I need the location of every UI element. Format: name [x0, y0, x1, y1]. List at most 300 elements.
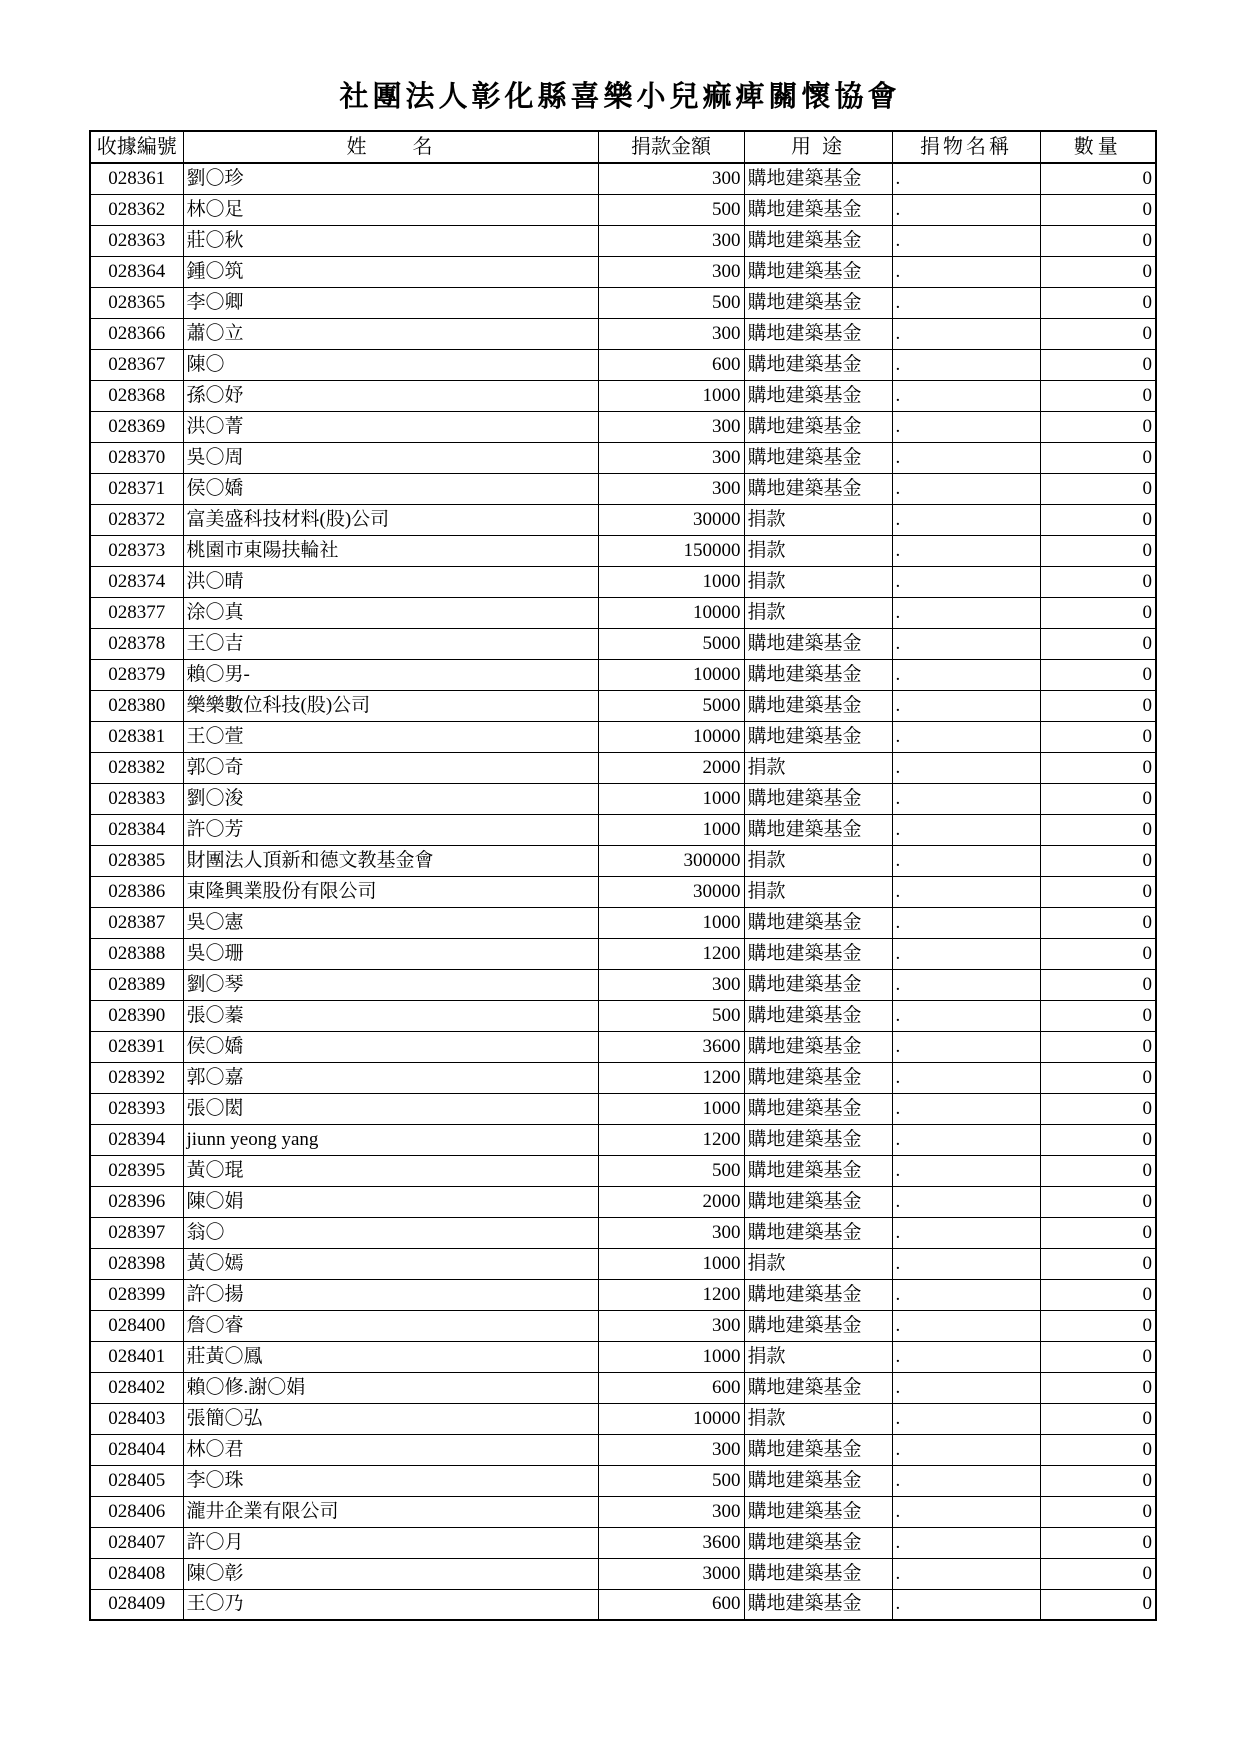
- receipt-no-cell: 028399: [90, 1279, 183, 1310]
- receipt-no-cell: 028364: [90, 256, 183, 287]
- receipt-no-cell: 028373: [90, 535, 183, 566]
- quantity-cell: 0: [1040, 1155, 1156, 1186]
- receipt-no-cell: 028404: [90, 1434, 183, 1465]
- table-row: [90, 814, 1156, 845]
- table-row: [90, 194, 1156, 225]
- amount-cell: 300: [598, 442, 744, 473]
- purpose-cell: 捐款: [744, 597, 892, 628]
- amount-cell: 600: [598, 1372, 744, 1403]
- receipt-no-cell: 028383: [90, 783, 183, 814]
- item-name-cell: .: [892, 225, 1040, 256]
- quantity-cell: 0: [1040, 969, 1156, 1000]
- item-name-cell: .: [892, 1062, 1040, 1093]
- donor-name-cell: 吳〇周: [183, 442, 598, 473]
- donor-name-cell: 李〇卿: [183, 287, 598, 318]
- receipt-no-cell: 028368: [90, 380, 183, 411]
- table-row: [90, 659, 1156, 690]
- receipt-no-cell: 028367: [90, 349, 183, 380]
- quantity-cell: 0: [1040, 225, 1156, 256]
- table-row: [90, 969, 1156, 1000]
- amount-cell: 300: [598, 1434, 744, 1465]
- donor-name-cell: 許〇月: [183, 1527, 598, 1558]
- purpose-cell: 購地建築基金: [744, 1217, 892, 1248]
- amount-cell: 1000: [598, 1093, 744, 1124]
- purpose-cell: 購地建築基金: [744, 473, 892, 504]
- receipt-no-cell: 028381: [90, 721, 183, 752]
- item-name-cell: .: [892, 659, 1040, 690]
- donor-name-cell: 侯〇嬌: [183, 1031, 598, 1062]
- table-row: [90, 907, 1156, 938]
- donor-name-cell: 吳〇憲: [183, 907, 598, 938]
- receipt-no-cell: 028365: [90, 287, 183, 318]
- quantity-cell: 0: [1040, 535, 1156, 566]
- purpose-cell: 購地建築基金: [744, 349, 892, 380]
- purpose-cell: 購地建築基金: [744, 690, 892, 721]
- donor-name-cell: 黃〇琨: [183, 1155, 598, 1186]
- table-row: [90, 1279, 1156, 1310]
- quantity-cell: 0: [1040, 256, 1156, 287]
- table-row: [90, 721, 1156, 752]
- purpose-cell: 購地建築基金: [744, 907, 892, 938]
- quantity-cell: 0: [1040, 1558, 1156, 1589]
- table-row: [90, 876, 1156, 907]
- purpose-cell: 捐款: [744, 845, 892, 876]
- item-name-cell: .: [892, 628, 1040, 659]
- purpose-cell: 購地建築基金: [744, 659, 892, 690]
- receipt-no-cell: 028401: [90, 1341, 183, 1372]
- receipt-no-cell: 028366: [90, 318, 183, 349]
- table-row: [90, 938, 1156, 969]
- quantity-cell: 0: [1040, 380, 1156, 411]
- item-name-cell: .: [892, 876, 1040, 907]
- quantity-cell: 0: [1040, 163, 1156, 194]
- amount-cell: 300: [598, 225, 744, 256]
- donor-name-cell: 賴〇男-: [183, 659, 598, 690]
- purpose-cell: 購地建築基金: [744, 783, 892, 814]
- item-name-cell: .: [892, 690, 1040, 721]
- item-name-cell: .: [892, 907, 1040, 938]
- quantity-cell: 0: [1040, 1279, 1156, 1310]
- receipt-no-cell: 028362: [90, 194, 183, 225]
- amount-cell: 600: [598, 349, 744, 380]
- donor-name-cell: 許〇芳: [183, 814, 598, 845]
- item-name-cell: .: [892, 721, 1040, 752]
- purpose-cell: 購地建築基金: [744, 380, 892, 411]
- quantity-cell: 0: [1040, 752, 1156, 783]
- amount-cell: 3600: [598, 1031, 744, 1062]
- donor-name-cell: 樂樂數位科技(股)公司: [183, 690, 598, 721]
- table-row: [90, 1000, 1156, 1031]
- purpose-cell: 購地建築基金: [744, 287, 892, 318]
- receipt-no-cell: 028386: [90, 876, 183, 907]
- purpose-cell: 購地建築基金: [744, 318, 892, 349]
- donor-name-cell: 王〇萱: [183, 721, 598, 752]
- col-header-amount: 捐款金額: [598, 131, 744, 163]
- quantity-cell: 0: [1040, 845, 1156, 876]
- amount-cell: 1000: [598, 814, 744, 845]
- item-name-cell: .: [892, 1279, 1040, 1310]
- item-name-cell: .: [892, 969, 1040, 1000]
- receipt-no-cell: 028405: [90, 1465, 183, 1496]
- purpose-cell: 購地建築基金: [744, 1000, 892, 1031]
- item-name-cell: .: [892, 287, 1040, 318]
- receipt-no-cell: 028388: [90, 938, 183, 969]
- table-row: [90, 1496, 1156, 1527]
- purpose-cell: 購地建築基金: [744, 411, 892, 442]
- amount-cell: 30000: [598, 504, 744, 535]
- donor-name-cell: 洪〇晴: [183, 566, 598, 597]
- purpose-cell: 捐款: [744, 1403, 892, 1434]
- item-name-cell: .: [892, 1341, 1040, 1372]
- table-row: [90, 1465, 1156, 1496]
- purpose-cell: 購地建築基金: [744, 1558, 892, 1589]
- amount-cell: 300: [598, 473, 744, 504]
- donor-name-cell: 張〇閎: [183, 1093, 598, 1124]
- receipt-no-cell: 028407: [90, 1527, 183, 1558]
- table-row: [90, 163, 1156, 194]
- quantity-cell: 0: [1040, 876, 1156, 907]
- receipt-no-cell: 028380: [90, 690, 183, 721]
- purpose-cell: 購地建築基金: [744, 1062, 892, 1093]
- quantity-cell: 0: [1040, 783, 1156, 814]
- table-row: [90, 597, 1156, 628]
- table-row: [90, 628, 1156, 659]
- donor-name-cell: 財團法人頂新和德文教基金會: [183, 845, 598, 876]
- purpose-cell: 購地建築基金: [744, 1155, 892, 1186]
- purpose-cell: 捐款: [744, 1248, 892, 1279]
- donor-name-cell: 劉〇琴: [183, 969, 598, 1000]
- amount-cell: 1000: [598, 566, 744, 597]
- quantity-cell: 0: [1040, 1093, 1156, 1124]
- amount-cell: 1000: [598, 1341, 744, 1372]
- purpose-cell: 購地建築基金: [744, 1372, 892, 1403]
- item-name-cell: .: [892, 1155, 1040, 1186]
- receipt-no-cell: 028393: [90, 1093, 183, 1124]
- purpose-cell: 購地建築基金: [744, 194, 892, 225]
- purpose-cell: 購地建築基金: [744, 1124, 892, 1155]
- receipt-no-cell: 028398: [90, 1248, 183, 1279]
- donor-name-cell: 許〇揚: [183, 1279, 598, 1310]
- table-row: [90, 287, 1156, 318]
- quantity-cell: 0: [1040, 597, 1156, 628]
- donor-name-cell: 涂〇真: [183, 597, 598, 628]
- donor-name-cell: 劉〇浚: [183, 783, 598, 814]
- receipt-no-cell: 028390: [90, 1000, 183, 1031]
- donor-name-cell: 黃〇嫣: [183, 1248, 598, 1279]
- receipt-no-cell: 028378: [90, 628, 183, 659]
- donor-name-cell: 郭〇嘉: [183, 1062, 598, 1093]
- purpose-cell: 購地建築基金: [744, 1093, 892, 1124]
- receipt-no-cell: 028392: [90, 1062, 183, 1093]
- purpose-cell: 購地建築基金: [744, 628, 892, 659]
- table-row: [90, 1310, 1156, 1341]
- quantity-cell: 0: [1040, 628, 1156, 659]
- donor-name-cell: 孫〇妤: [183, 380, 598, 411]
- quantity-cell: 0: [1040, 659, 1156, 690]
- item-name-cell: .: [892, 318, 1040, 349]
- purpose-cell: 捐款: [744, 876, 892, 907]
- item-name-cell: .: [892, 845, 1040, 876]
- table-row: [90, 1248, 1156, 1279]
- purpose-cell: 購地建築基金: [744, 163, 892, 194]
- quantity-cell: 0: [1040, 1248, 1156, 1279]
- receipt-no-cell: 028379: [90, 659, 183, 690]
- quantity-cell: 0: [1040, 1434, 1156, 1465]
- amount-cell: 300: [598, 1496, 744, 1527]
- amount-cell: 10000: [598, 659, 744, 690]
- receipt-no-cell: 028389: [90, 969, 183, 1000]
- purpose-cell: 捐款: [744, 752, 892, 783]
- receipt-no-cell: 028369: [90, 411, 183, 442]
- receipt-no-cell: 028391: [90, 1031, 183, 1062]
- purpose-cell: 購地建築基金: [744, 1031, 892, 1062]
- amount-cell: 300: [598, 411, 744, 442]
- quantity-cell: 0: [1040, 1372, 1156, 1403]
- item-name-cell: .: [892, 442, 1040, 473]
- table-row: [90, 411, 1156, 442]
- purpose-cell: 購地建築基金: [744, 1465, 892, 1496]
- table-row: [90, 1434, 1156, 1465]
- table-body: [90, 163, 1156, 1620]
- donor-name-cell: 翁〇: [183, 1217, 598, 1248]
- item-name-cell: .: [892, 1000, 1040, 1031]
- purpose-cell: 捐款: [744, 1341, 892, 1372]
- donor-name-cell: 詹〇睿: [183, 1310, 598, 1341]
- donor-name-cell: 陳〇: [183, 349, 598, 380]
- donor-name-cell: 富美盛科技材料(股)公司: [183, 504, 598, 535]
- item-name-cell: .: [892, 566, 1040, 597]
- amount-cell: 150000: [598, 535, 744, 566]
- donor-name-cell: 蕭〇立: [183, 318, 598, 349]
- quantity-cell: 0: [1040, 1589, 1156, 1620]
- table-row: [90, 752, 1156, 783]
- quantity-cell: 0: [1040, 1403, 1156, 1434]
- donor-name-cell: 莊〇秋: [183, 225, 598, 256]
- table-row: [90, 1031, 1156, 1062]
- quantity-cell: 0: [1040, 1310, 1156, 1341]
- amount-cell: 10000: [598, 721, 744, 752]
- receipt-no-cell: 028370: [90, 442, 183, 473]
- purpose-cell: 購地建築基金: [744, 1186, 892, 1217]
- amount-cell: 1200: [598, 1062, 744, 1093]
- amount-cell: 1000: [598, 1248, 744, 1279]
- donor-name-cell: 林〇君: [183, 1434, 598, 1465]
- table-row: [90, 1558, 1156, 1589]
- donor-name-cell: 莊黃〇鳳: [183, 1341, 598, 1372]
- quantity-cell: 0: [1040, 194, 1156, 225]
- purpose-cell: 購地建築基金: [744, 225, 892, 256]
- receipt-no-cell: 028395: [90, 1155, 183, 1186]
- amount-cell: 1200: [598, 1279, 744, 1310]
- receipt-no-cell: 028402: [90, 1372, 183, 1403]
- amount-cell: 2000: [598, 752, 744, 783]
- table-row: [90, 535, 1156, 566]
- donor-name-cell: 林〇足: [183, 194, 598, 225]
- purpose-cell: 購地建築基金: [744, 969, 892, 1000]
- quantity-cell: 0: [1040, 287, 1156, 318]
- table-row: [90, 566, 1156, 597]
- item-name-cell: .: [892, 597, 1040, 628]
- donor-name-cell: 郭〇奇: [183, 752, 598, 783]
- quantity-cell: 0: [1040, 411, 1156, 442]
- item-name-cell: .: [892, 473, 1040, 504]
- donor-name-cell: 洪〇菁: [183, 411, 598, 442]
- receipt-no-cell: 028406: [90, 1496, 183, 1527]
- receipt-no-cell: 028385: [90, 845, 183, 876]
- quantity-cell: 0: [1040, 442, 1156, 473]
- quantity-cell: 0: [1040, 814, 1156, 845]
- amount-cell: 300: [598, 318, 744, 349]
- quantity-cell: 0: [1040, 1527, 1156, 1558]
- item-name-cell: .: [892, 1496, 1040, 1527]
- item-name-cell: .: [892, 1310, 1040, 1341]
- item-name-cell: .: [892, 504, 1040, 535]
- amount-cell: 500: [598, 1155, 744, 1186]
- item-name-cell: .: [892, 938, 1040, 969]
- quantity-cell: 0: [1040, 1031, 1156, 1062]
- donation-table: [89, 130, 1157, 1621]
- purpose-cell: 購地建築基金: [744, 938, 892, 969]
- receipt-no-cell: 028372: [90, 504, 183, 535]
- item-name-cell: .: [892, 814, 1040, 845]
- receipt-no-cell: 028397: [90, 1217, 183, 1248]
- item-name-cell: .: [892, 1124, 1040, 1155]
- amount-cell: 5000: [598, 628, 744, 659]
- quantity-cell: 0: [1040, 907, 1156, 938]
- receipt-no-cell: 028382: [90, 752, 183, 783]
- donor-name-cell: 王〇乃: [183, 1589, 598, 1620]
- receipt-no-cell: 028403: [90, 1403, 183, 1434]
- col-header-name: 姓 名: [183, 131, 598, 163]
- col-header-item-name: 捐物名稱: [892, 131, 1040, 163]
- amount-cell: 1000: [598, 380, 744, 411]
- amount-cell: 2000: [598, 1186, 744, 1217]
- purpose-cell: 購地建築基金: [744, 1310, 892, 1341]
- item-name-cell: .: [892, 1558, 1040, 1589]
- receipt-no-cell: 028371: [90, 473, 183, 504]
- amount-cell: 3600: [598, 1527, 744, 1558]
- quantity-cell: 0: [1040, 1341, 1156, 1372]
- table-row: [90, 504, 1156, 535]
- item-name-cell: .: [892, 163, 1040, 194]
- quantity-cell: 0: [1040, 504, 1156, 535]
- table-row: [90, 1372, 1156, 1403]
- item-name-cell: .: [892, 752, 1040, 783]
- quantity-cell: 0: [1040, 1186, 1156, 1217]
- amount-cell: 1200: [598, 1124, 744, 1155]
- table-row: [90, 349, 1156, 380]
- amount-cell: 10000: [598, 1403, 744, 1434]
- table-row: [90, 1527, 1156, 1558]
- table-row: [90, 318, 1156, 349]
- purpose-cell: 購地建築基金: [744, 721, 892, 752]
- quantity-cell: 0: [1040, 1496, 1156, 1527]
- item-name-cell: .: [892, 1186, 1040, 1217]
- amount-cell: 500: [598, 287, 744, 318]
- item-name-cell: .: [892, 783, 1040, 814]
- purpose-cell: 購地建築基金: [744, 1496, 892, 1527]
- purpose-cell: 購地建築基金: [744, 1527, 892, 1558]
- receipt-no-cell: 028394: [90, 1124, 183, 1155]
- item-name-cell: .: [892, 535, 1040, 566]
- item-name-cell: .: [892, 1093, 1040, 1124]
- table-row: [90, 442, 1156, 473]
- donor-name-cell: 侯〇嬌: [183, 473, 598, 504]
- donor-name-cell: 陳〇娟: [183, 1186, 598, 1217]
- table-row: [90, 380, 1156, 411]
- item-name-cell: .: [892, 256, 1040, 287]
- table-row: [90, 1403, 1156, 1434]
- item-name-cell: .: [892, 1403, 1040, 1434]
- receipt-no-cell: 028408: [90, 1558, 183, 1589]
- donor-name-cell: 李〇珠: [183, 1465, 598, 1496]
- table-row: [90, 1589, 1156, 1620]
- amount-cell: 3000: [598, 1558, 744, 1589]
- quantity-cell: 0: [1040, 1062, 1156, 1093]
- quantity-cell: 0: [1040, 1124, 1156, 1155]
- receipt-no-cell: 028387: [90, 907, 183, 938]
- purpose-cell: 捐款: [744, 504, 892, 535]
- donor-name-cell: 鍾〇筑: [183, 256, 598, 287]
- item-name-cell: .: [892, 1217, 1040, 1248]
- purpose-cell: 購地建築基金: [744, 256, 892, 287]
- amount-cell: 500: [598, 194, 744, 225]
- amount-cell: 300: [598, 1310, 744, 1341]
- receipt-no-cell: 028396: [90, 1186, 183, 1217]
- quantity-cell: 0: [1040, 566, 1156, 597]
- table-row: [90, 256, 1156, 287]
- table-row: [90, 473, 1156, 504]
- quantity-cell: 0: [1040, 349, 1156, 380]
- donor-name-cell: jiunn yeong yang: [183, 1124, 598, 1155]
- col-header-use: 用 途: [744, 131, 892, 163]
- table-header: [90, 131, 1156, 163]
- table-row: [90, 1124, 1156, 1155]
- amount-cell: 10000: [598, 597, 744, 628]
- item-name-cell: .: [892, 380, 1040, 411]
- donor-name-cell: 桃園市東陽扶輪社: [183, 535, 598, 566]
- table-row: [90, 690, 1156, 721]
- purpose-cell: 購地建築基金: [744, 1279, 892, 1310]
- amount-cell: 300: [598, 163, 744, 194]
- quantity-cell: 0: [1040, 938, 1156, 969]
- quantity-cell: 0: [1040, 690, 1156, 721]
- donor-name-cell: 瀧井企業有限公司: [183, 1496, 598, 1527]
- amount-cell: 1000: [598, 783, 744, 814]
- amount-cell: 1000: [598, 907, 744, 938]
- amount-cell: 300: [598, 256, 744, 287]
- receipt-no-cell: 028384: [90, 814, 183, 845]
- table-row: [90, 783, 1156, 814]
- donor-name-cell: 東隆興業股份有限公司: [183, 876, 598, 907]
- amount-cell: 300000: [598, 845, 744, 876]
- receipt-no-cell: 028363: [90, 225, 183, 256]
- receipt-no-cell: 028374: [90, 566, 183, 597]
- purpose-cell: 捐款: [744, 566, 892, 597]
- item-name-cell: .: [892, 411, 1040, 442]
- purpose-cell: 購地建築基金: [744, 814, 892, 845]
- amount-cell: 300: [598, 969, 744, 1000]
- header-row: [90, 131, 1156, 163]
- table-row: [90, 1093, 1156, 1124]
- table-row: [90, 1155, 1156, 1186]
- table-row: [90, 845, 1156, 876]
- purpose-cell: 購地建築基金: [744, 1434, 892, 1465]
- amount-cell: 1200: [598, 938, 744, 969]
- receipt-no-cell: 028400: [90, 1310, 183, 1341]
- quantity-cell: 0: [1040, 1217, 1156, 1248]
- item-name-cell: .: [892, 1589, 1040, 1620]
